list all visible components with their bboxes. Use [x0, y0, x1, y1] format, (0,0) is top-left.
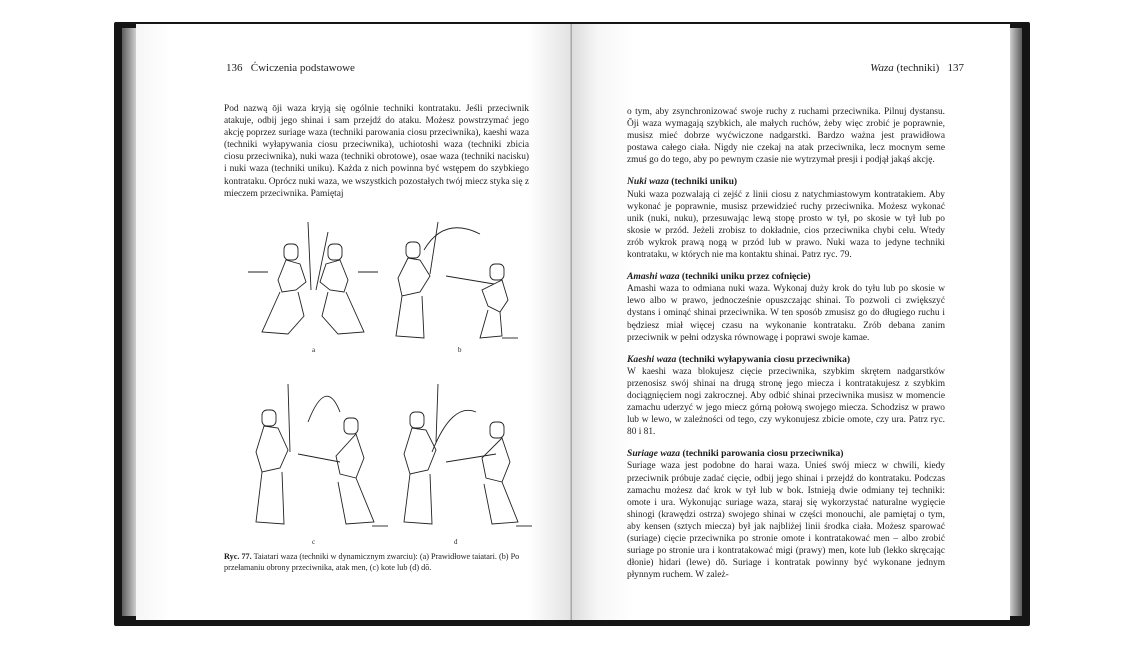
figure-caption — [224, 552, 529, 573]
figure-label-a: a — [312, 346, 316, 354]
figure-a-illustration — [248, 220, 378, 342]
kendo-do-strike-illustration — [392, 382, 532, 532]
left-chapter-title: Ćwiczenia podstawowe — [250, 62, 355, 74]
section-heading-amashi-waza: Amashi waza (techniki uniku przez cofnięcie) — [627, 271, 811, 283]
section-body-amashi-waza: Amashi waza to odmiana nuki waza. Wykonaj duży krok do tyłu lub po skosie w lewo albo w prawo, jednocześnie opuszczając shinai. To pozwoli ci zwiększyć dystans i ominąć shinai przeciwnika. W ten sposób zmusisz go do długiego ruchu i będziesz miał więcej czasu na wykonanie kontrataku. Zrób debana zanim przeciwnik w pełni odzyska równowagę i poprawi swoje kamae. — [627, 284, 945, 343]
left-page — [136, 24, 572, 620]
figure-d-illustration — [392, 382, 532, 532]
figure-label-d: d — [454, 538, 458, 546]
right-chapter-title-italic: Waza — [870, 62, 894, 74]
section-body-nuki-waza: Nuki waza pozwalają ci zejść z linii ciosu z natychmiastowym kontratakiem. Aby wykonać je poprawnie, musisz przewidzieć ruchy przeciwnika. Możesz wykonać unik (nuki, nuku), przesuwając lewą stopę prosto w tył, po skosie w tył lub po skosie w przód. Jeżeli zrobisz to dokładnie, cios przeciwnika chybi celu. Wtedy zrób wykrok prawą nogą w przód lub w prawo. Nuki waza to jedyne techniki kontrataku, w których nie ma kontaktu shinai. Patrz ryc. 79. — [627, 189, 945, 261]
right-page — [572, 24, 1010, 620]
section-heading-kaeshi-waza: Kaeshi waza (techniki wyłapywania ciosu przeciwnika) — [627, 353, 851, 365]
section-body-kaeshi-waza: W kaeshi waza blokujesz cięcie przeciwnika, szybkim skrętem nadgarstków przenosisz swój shinai na drugą stronę jego miecza i kontratakujesz z szybkim dociągnięciem nogi zakrocznej. Aby odbić shinai przeciwnika musisz w momencie zamachu uderzyć w jego miecz górną połową swojego miecza. Schodzisz w prawo lub w lewo, w zależności od tego, czy wykonujesz zbicie omote, czy ura. Patrz ryc. 80 i 81. — [627, 366, 945, 438]
section-heading-suriage-waza: Suriage waza (techniki parowania ciosu przeciwnika) — [627, 448, 844, 460]
figure-label-c: c — [312, 538, 316, 546]
figure-c-illustration — [248, 382, 388, 532]
right-page-number: 137 — [947, 62, 964, 74]
open-book — [114, 22, 1030, 626]
right-running-head — [870, 62, 964, 74]
left-paragraph: Pod nazwą ōji waza kryją się ogólnie techniki kontrataku. Jeśli przeciwnik atakuje, odbij jego shinai i sam przejdź do ataku. Możesz powstrzymać jego akcję poprzez suriage waza (techniki parowania ciosu przeciwnika), kaeshi waza (techniki wyłapywania ciosu przeciwnika), uchiotoshi waza (techniki zbicia ciosu przeciwnika), nuki waza (techniki obrotowe), osae waza (techniki nacisku) i nuki waza (techniki uniku). Każda z nich powinna być wstępem do szybkiego kontrataku. Oprócz nuki waza, we wszystkich pozostałych twój miecz styka się z mieczem przeciwnika. Pamiętaj — [224, 104, 529, 199]
kendo-men-strike-illustration — [384, 220, 524, 342]
page-edges-left — [122, 28, 136, 616]
left-page-number: 136 — [226, 62, 243, 74]
section-body-suriage-waza: Suriage waza jest podobne do harai waza. Unieś swój miecz w chwili, kiedy przeciwnik próbuje zadać cięcie, odbij jego shinai i przejdź do kontrataku. Podczas zamachu możesz dać krok w tył lub w bok. Istnieją dwie odmiany tej techniki: omote i ura. Wykonując suriage waza, staraj się wykorzystać naturalne wygięcie shinogi (krawędzi ostrza) swojego shinai w części monouchi, ale pamiętaj o tym, aby kensen (sztych miecza) był jak najbliżej linii środka ciała. Możesz sparować (suriage) cięcie przeciwnika po stronie omote i kontratakować men – albo zrobić suriage po stronie ura i kontratakować migi (prawy) men, kote lub (lekko skręcając dłonie) hidari (lewe) dō. Suriage i kontratak powinny być wykonane jednym płynnym ruchem. W zależ- — [627, 461, 945, 581]
figure-b-illustration — [384, 220, 524, 342]
right-body-text — [627, 106, 945, 581]
figure-label-b: b — [458, 346, 462, 354]
page-edges-right — [1010, 28, 1022, 616]
caption-text: Taiatari waza (techniki w dynamicznym zwarciu): (a) Prawidłowe taiatari. (b) Po przełamaniu obrony przeciwnika, atak men, (c) kote lub (d) dō. — [224, 552, 520, 572]
kendo-pair-close-illustration — [248, 220, 378, 342]
right-intro-paragraph: o tym, aby zsynchronizować swoje ruchy z ruchami przeciwnika. Pilnuj dystansu. Ōji waza wymagają szybkich, ale małych ruchów, żeby więc zrobić je poprawnie, musisz mieć dobrze wyćwiczone nadgarstki. Bardzo ważna jest prawidłowa postawa całego ciała. Nigdy nie czekaj na atak przeciwnika, lecz mocnym seme zmuś go do tego, aby po pewnym czasie nie wytrzymał presji i podjął jakąś akcję. — [627, 107, 945, 166]
kendo-kote-strike-illustration — [248, 382, 388, 532]
right-chapter-title-rest: (techniki) — [893, 62, 940, 74]
caption-title: Ryc. 77. — [224, 552, 252, 561]
section-heading-nuki-waza: Nuki waza (techniki uniku) — [627, 176, 738, 188]
left-body-text — [224, 103, 529, 200]
left-running-head — [226, 62, 355, 74]
